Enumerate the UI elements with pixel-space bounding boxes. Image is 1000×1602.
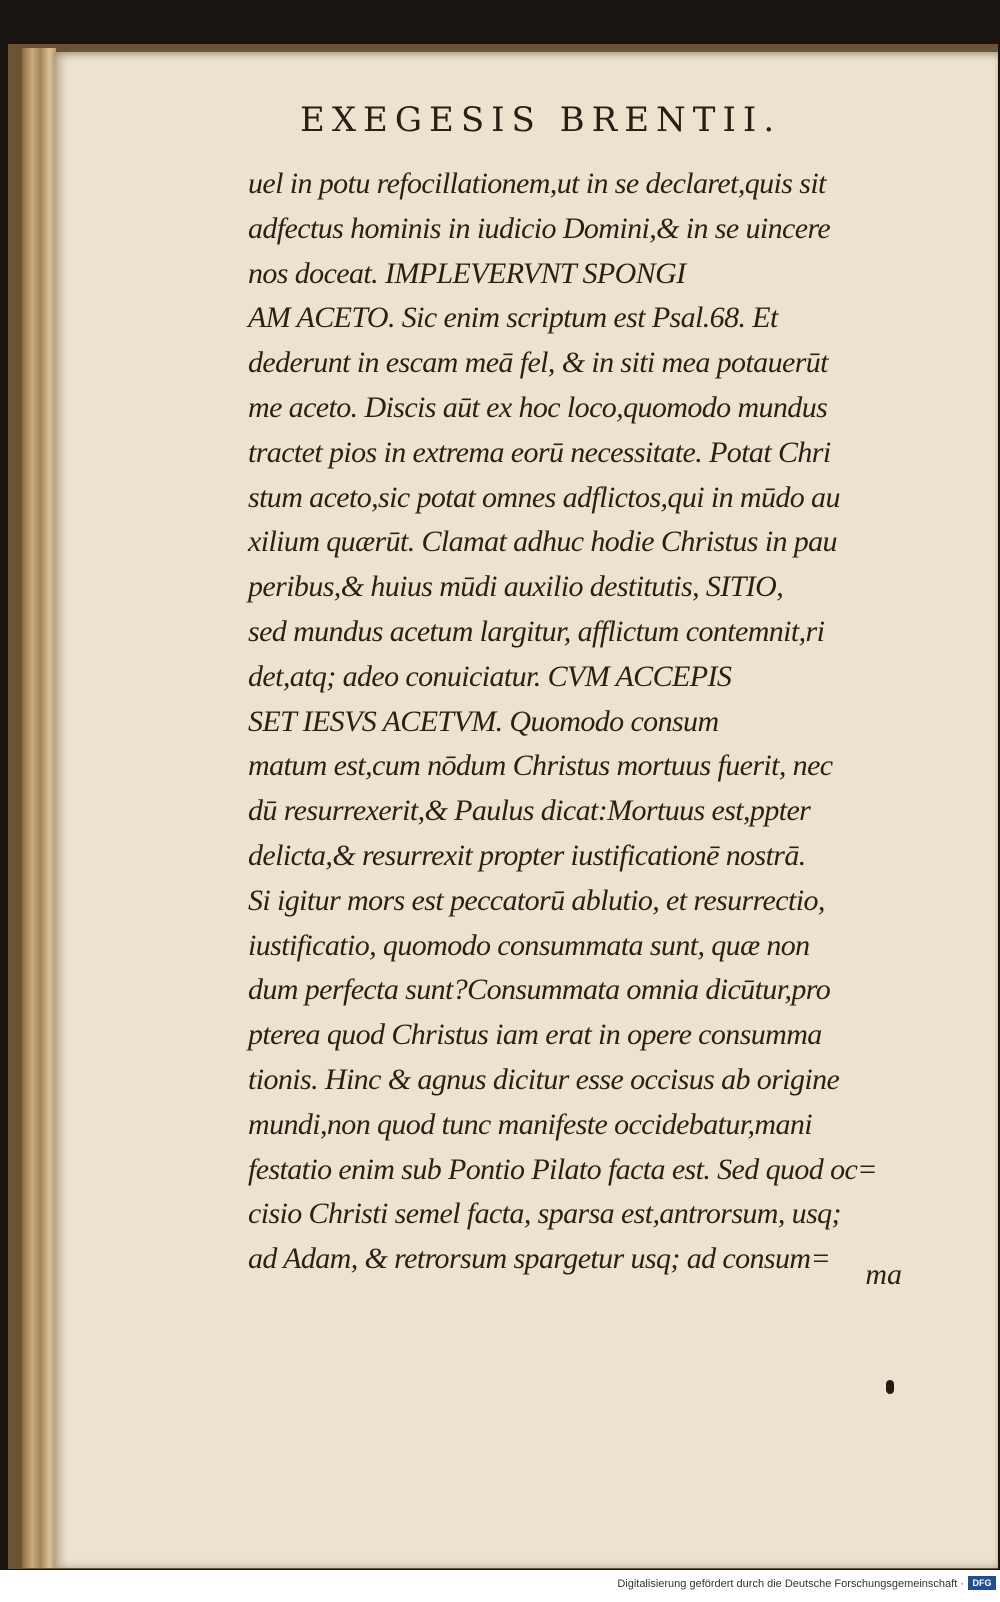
text-line: cisio Christi semel facta, sparsa est,antrorsum, usq; — [248, 1197, 841, 1231]
text-line: sed mundus acetum largitur, afflictum contemnit,ri — [248, 614, 825, 648]
text-line: AM ACETO. Sic enim scriptum est Psal.68. Et — [248, 301, 778, 335]
text-line: pterea quod Christus iam erat in opere consumma — [248, 1018, 822, 1052]
text-line: dū resurrexerit,& Paulus dicat:Mortuus est,ppter — [248, 794, 811, 828]
text-line: me aceto. Discis aūt ex hoc loco,quomodo mundus — [248, 390, 828, 424]
text-line: adfectus hominis in iudicio Domini,& in se uincere — [248, 211, 831, 245]
text-line: delicta,& resurrexit propter iustificationē nostrā. — [248, 838, 806, 872]
text-line: peribus,& huius mūdi auxilio destitutis, SITIO, — [248, 570, 784, 604]
text-line: ad Adam, & retrorsum spargetur usq; ad consum= — [248, 1242, 831, 1276]
ink-spot — [886, 1380, 894, 1394]
dfg-logo: DFG — [968, 1576, 996, 1590]
page-edge — [22, 48, 56, 1568]
text-line: SET IESVS ACETVM. Quomodo consum — [248, 704, 719, 738]
text-line: nos doceat. IMPLEVERVNT SPONGI — [248, 256, 686, 290]
text-line: stum aceto,sic potat omnes adflictos,qui in mūdo au — [248, 480, 840, 514]
text-line: xilium quærūt. Clamat adhuc hodie Christus in pau — [248, 525, 837, 559]
text-line: dederunt in escam meā fel, & in siti mea potauerūt — [248, 346, 828, 380]
text-line: det,atq; adeo conuiciatur. CVM ACCEPIS — [248, 659, 732, 693]
text-block — [248, 162, 877, 1282]
text-line: tractet pios in extrema eorū necessitate. Potat Chri — [248, 435, 831, 469]
catchword: ma — [865, 1258, 902, 1291]
text-line: uel in potu refocillationem,ut in se declaret,quis sit — [248, 167, 826, 200]
text-line: dum perfecta sunt?Consummata omnia dicūtur,pro — [248, 973, 831, 1007]
text-line: mundi,non quod tunc manifeste occidebatur,mani — [248, 1107, 812, 1141]
text-line: matum est,cum nōdum Christus mortuus fuerit, nec — [248, 749, 833, 783]
text-line: festatio enim sub Pontio Pilato facta est. Sed quod oc= — [248, 1152, 877, 1186]
text-line: iustificatio, quomodo consummata sunt, quæ non — [248, 928, 810, 962]
text-line: Si igitur mors est peccatorū ablutio, et resurrectio, — [248, 883, 825, 917]
footer-credit: Digitalisierung gefördert durch die Deutsche Forschungsgemeinschaft · — [617, 1578, 964, 1590]
running-head: EXEGESIS BRENTII. — [300, 100, 782, 140]
text-line: tionis. Hinc & agnus dicitur esse occisus ab origine — [248, 1062, 840, 1096]
